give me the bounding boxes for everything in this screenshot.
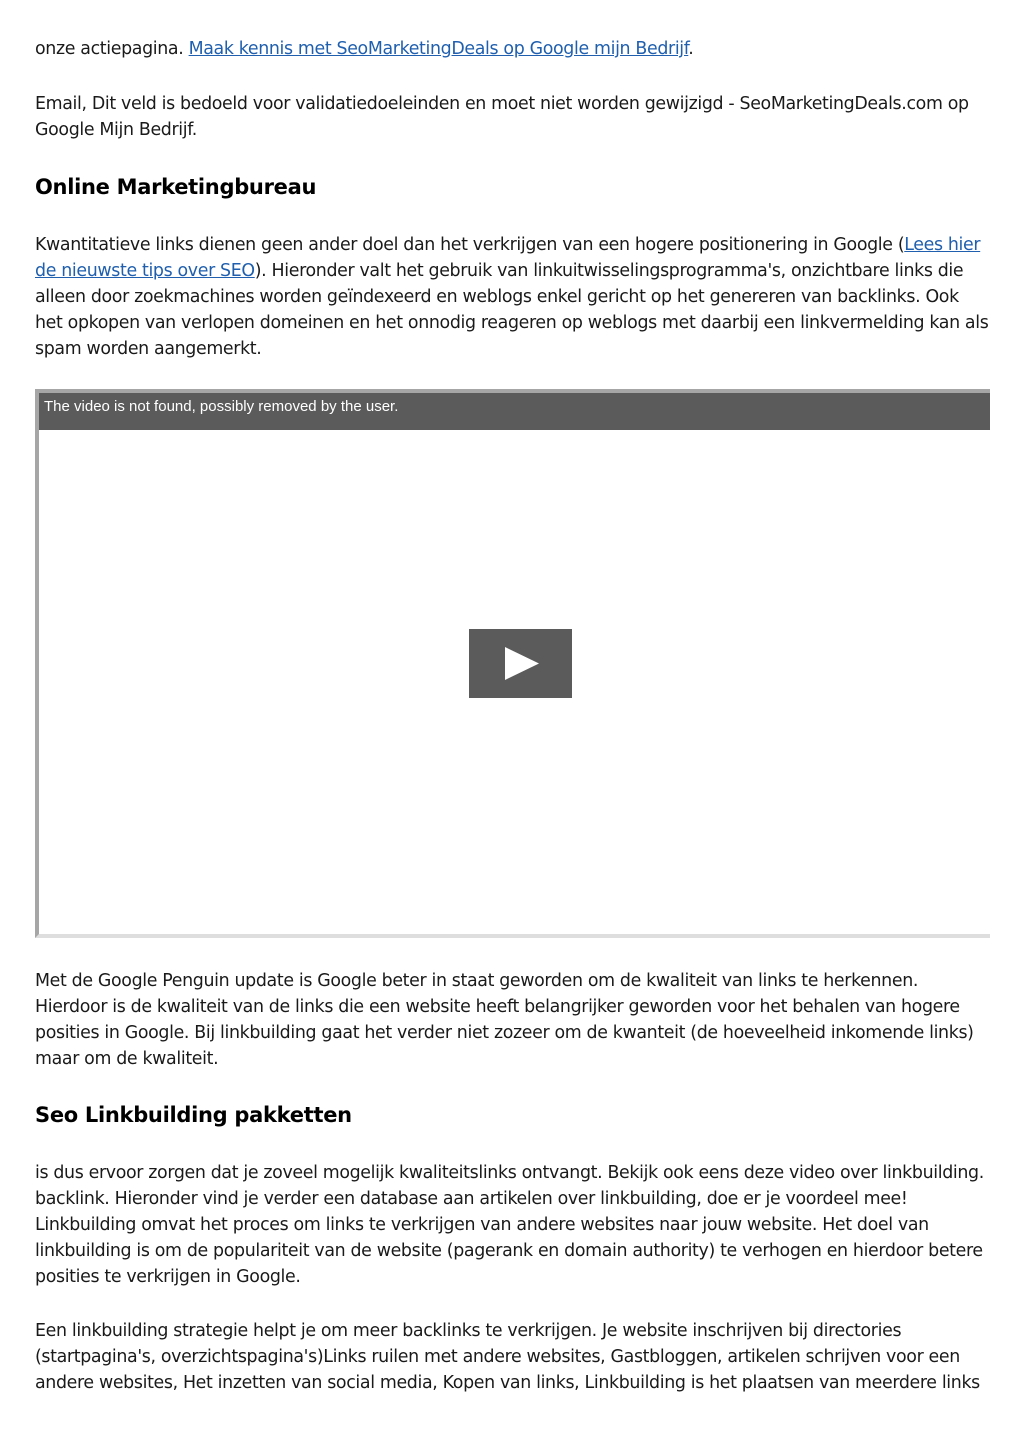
play-button[interactable] <box>469 629 572 698</box>
paragraph-quantitative-links-suffix: ). Hieronder valt het gebruik van linkuitwisselingsprogramma's, onzichtbare links die alleen door zoekmachines worden geïndexeerd en weblogs enkel gericht op het genereren van backlinks. Ook het opkopen van verlopen domeinen en het onnodig reageren op weblogs met daarbij een linkvermelding kan als spam worden aangemerkt. <box>35 261 989 359</box>
paragraph-intro-suffix: . <box>688 39 694 59</box>
video-error-bar <box>39 393 990 430</box>
seo-tips-link[interactable]: Lees hier de nieuwste tips over SEO <box>35 235 981 281</box>
paragraph-quality-links: is dus ervoor zorgen dat je zoveel mogelijk kwaliteitslinks ontvangt. Bekijk ook eens deze video over linkbuilding. backlink. Hieronder vind je verder een database aan artikelen over linkbuilding, doe er je voordeel mee! Linkbuilding omvat het proces om links te verkrijgen van andere websites naar jouw website. Het doel van linkbuilding is om de populariteit van de website (pagerank en domain authority) te verhogen en hierdoor betere posities te verkrijgen in Google. <box>35 1163 984 1287</box>
google-mijn-bedrijf-link[interactable]: Maak kennis met SeoMarketingDeals op Google mijn Bedrijf <box>188 39 689 59</box>
paragraph-quantitative-links <box>35 232 990 362</box>
paragraph-intro <box>35 36 693 62</box>
heading-online-marketingbureau: Online Marketingbureau <box>35 175 317 199</box>
paragraph-penguin-update: Met de Google Penguin update is Google beter in staat geworden om de kwaliteit van links te herkennen. Hierdoor is de kwaliteit van de links die een website heeft belangrijker geworden voor het behalen van hogere posities in Google. Bij linkbuilding gaat het verder niet zozeer om de kwanteit (de hoeveelheid inkomende links) maar om de kwaliteit. <box>35 971 974 1069</box>
paragraph-intro-text: onze actiepagina. <box>35 39 189 59</box>
video-embed[interactable] <box>35 389 990 938</box>
paragraph-quantitative-links-text: Kwantitatieve links dienen geen ander doel dan het verkrijgen van een hogere positionering in Google ( <box>35 235 905 255</box>
paragraph-linkbuilding-strategy: Een linkbuilding strategie helpt je om meer backlinks te verkrijgen. Je website inschrijven bij directories (startpagina's, overzichtspagina's)Links ruilen met andere websites, Gastbloggen, artikelen schrijven voor een andere websites, Het inzetten van social media, Kopen van links, Linkbuilding is het plaatsen van meerdere links <box>35 1321 980 1393</box>
paragraph-email-note: Email, Dit veld is bedoeld voor validatiedoeleinden en moet niet worden gewijzigd - SeoMarketingDeals.com op Google Mijn Bedrijf. <box>35 94 969 140</box>
video-error-message: The video is not found, possibly removed by the user. <box>44 398 399 415</box>
play-icon <box>469 629 572 698</box>
heading-seo-linkbuilding: Seo Linkbuilding pakketten <box>35 1103 352 1127</box>
